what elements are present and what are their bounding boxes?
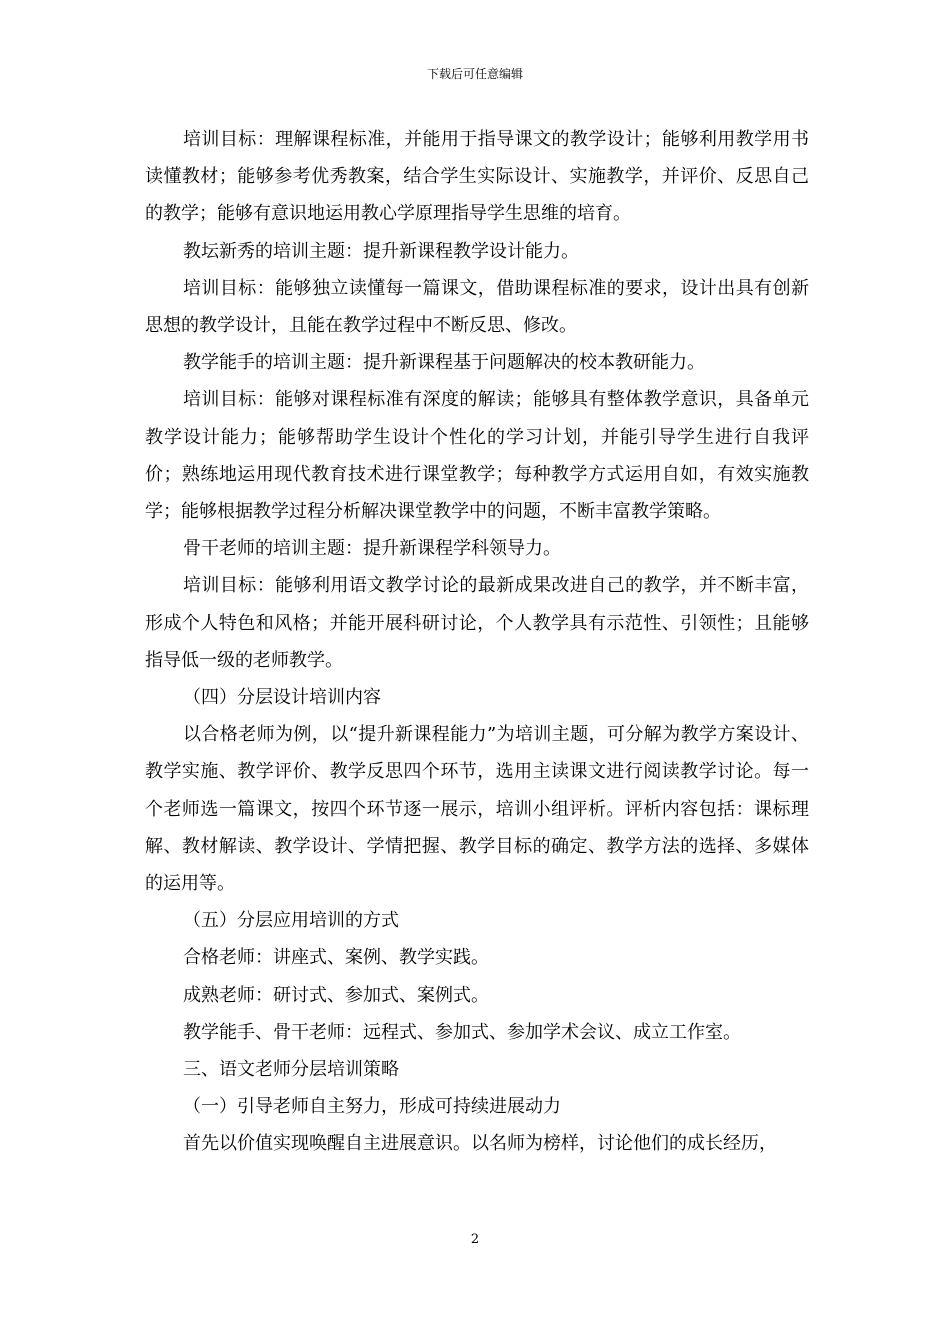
paragraph: 合格老师：讲座式、案例、教学实践。 [183, 947, 489, 969]
paragraph: 骨干老师的培训主题：提升新课程学科领导力。 [183, 538, 561, 560]
section-heading: （五）分层应用培训的方式 [183, 910, 399, 932]
paragraph: 首先以价值实现唤醒自主进展意识。以名师为榜样，讨论他们的成长经历， [183, 1133, 777, 1155]
section-heading: （四）分层设计培训内容 [183, 687, 381, 709]
paragraph: 培训目标：能够对课程标准有深度的解读；能够具有整体教学意识，具备单元教学设计能力；能够帮助学生设计个性化的学习计划，并能引导学生进行自我评价；熟练地运用现代教育技术进行课堂教学；每种教学方式运用自如，有效实施教学；能够根据教学过程分析解决课堂教学中的问题，不断丰富教学策略。 [145, 389, 809, 523]
paragraph: 培训目标：能够利用语文教学讨论的最新成果改进自己的教学，并不断丰富，形成个人特色和风格；并能开展科研讨论，个人教学具有示范性、引领性；且能够指导低一级的老师教学。 [145, 575, 809, 671]
paragraph: 教坛新秀的培训主题：提升新课程教学设计能力。 [183, 240, 579, 262]
paragraph: 成熟老师：研讨式、参加式、案例式。 [183, 984, 489, 1006]
page-header-note: 下载后可任意编辑 [426, 67, 523, 81]
page-number: 2 [470, 1232, 480, 1247]
paragraph: 以合格老师为例，以“提升新课程能力”为培训主题，可分解为教学方案设计、教学实施、教学评价、教学反思四个环节，选用主读课文进行阅读教学讨论。每一个老师选一篇课文，按四个环节逐一展示，培训小组评析。评析内容包括：课标理解、教材解读、教学设计、学情把握、教学目标的确定、教学方法的选择、多媒体的运用等。 [145, 724, 809, 895]
paragraph: 教学能手、骨干老师：远程式、参加式、参加学术会议、成立工作室。 [183, 1021, 741, 1043]
section-heading: （一）引导老师自主努力，形成可持续进展动力 [183, 1096, 561, 1118]
document-body [145, 121, 809, 1163]
paragraph: 教学能手的培训主题：提升新课程基于问题解决的校本教研能力。 [183, 352, 705, 374]
paragraph: 培训目标：理解课程标准，并能用于指导课文的教学设计；能够利用教学用书读懂教材；能够参考优秀教案，结合学生实际设计、实施教学，并评价、反思自己的教学；能够有意识地运用教心学原理指导学生思维的培育。 [145, 129, 809, 225]
paragraph: 培训目标：能够独立读懂每一篇课文，借助课程标准的要求，设计出具有创新思想的教学设计，且能在教学过程中不断反思、修改。 [145, 277, 809, 337]
section-heading: 三、语文老师分层培训策略 [183, 1059, 399, 1081]
